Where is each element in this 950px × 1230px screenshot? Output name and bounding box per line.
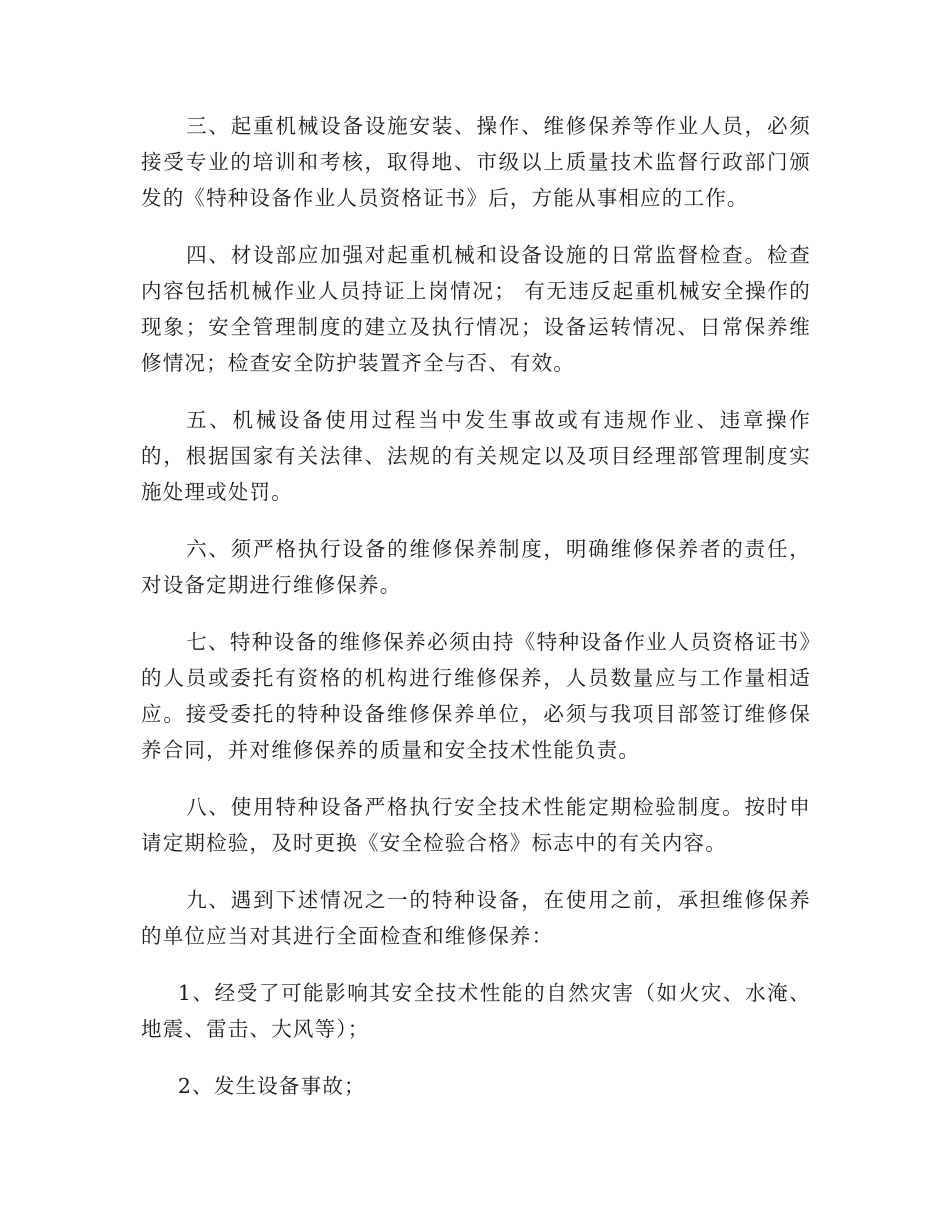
paragraph-4: 四、材设部应加强对起重机械和设备设施的日常监督检查。检查内容包括机械作业人员持证上岗情况； 有无违反起重机械安全操作的现象；安全管理制度的建立及执行情况；设备运转情况、日常保养维修情况；检查安全防护装置齐全与否、有效。 [141,243,811,375]
paragraph-8: 八、使用特种设备严格执行安全技术性能定期检验制度。按时申请定期检验，及时更换《安全检验合格》标志中的有关内容。 [141,795,811,855]
paragraph-9: 九、遇到下述情况之一的特种设备，在使用之前，承担维修保养的单位应当对其进行全面检查和维修保养： [141,888,811,948]
list-item-1: 1、经受了可能影响其安全技术性能的自然灾害（如火灾、水淹、地震、雷击、大风等）； [141,981,811,1041]
paragraph-7: 七、特种设备的维修保养必须由持《特种设备作业人员资格证书》的人员或委托有资格的机构进行维修保养，人员数量应与工作量相适应。接受委托的特种设备维修保养单位，必须与我项目部签订维修保养合同，并对维修保养的质量和安全技术性能负责。 [141,630,811,762]
paragraph-3: 三、起重机械设备设施安装、操作、维修保养等作业人员，必须接受专业的培训和考核，取得地、市级以上质量技术监督行政部门颁发的《特种设备作业人员资格证书》后，方能从事相应的工作。 [141,114,811,210]
paragraph-5: 五、机械设备使用过程当中发生事故或有违规作业、违章操作的，根据国家有关法律、法规的有关规定以及项目经理部管理制度实施处理或处罚。 [141,408,811,504]
document-body [141,108,811,1125]
list-item-2: 2、发生设备事故； [177,1074,366,1098]
paragraph-6: 六、须严格执行设备的维修保养制度，明确维修保养者的责任，对设备定期进行维修保养。 [141,537,811,597]
